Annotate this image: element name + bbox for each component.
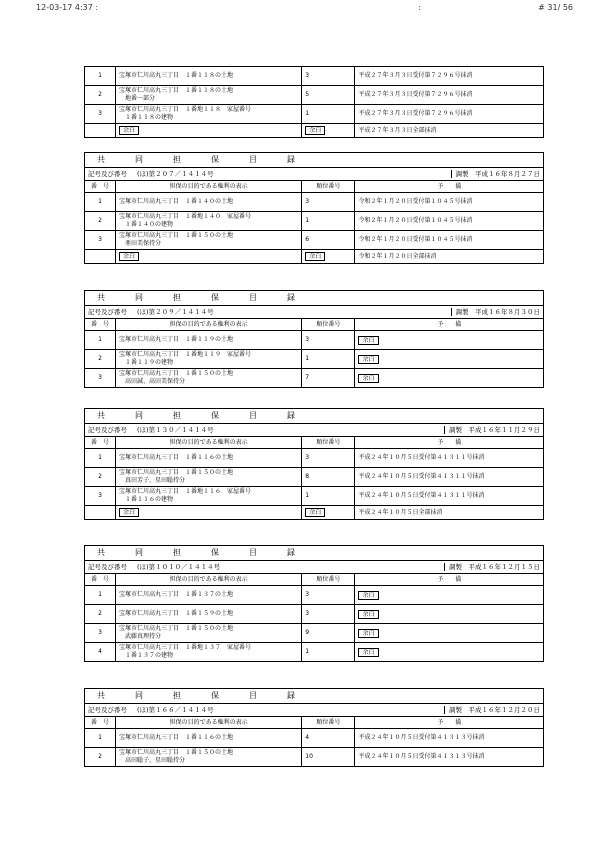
- catalog-entry-row: [85, 643, 544, 662]
- catalog-number-row: [85, 168, 544, 181]
- entry-note: [355, 468, 544, 487]
- entry-note: [355, 586, 544, 605]
- entry-cancellation-note: 平成２４年１０月５日受付第４１３１１号抹消: [358, 454, 485, 461]
- number-value: (ほ)第１３０／１４１４号: [137, 425, 214, 434]
- entry-right-description: 宝塚市仁川高丸三丁目 １番１５０の土地 高田誠、高田美保持分: [116, 369, 302, 388]
- catalog-entry-row: [85, 449, 544, 468]
- entry-rank: 1: [302, 350, 355, 369]
- entry-right-description: 宝塚市仁川高丸三丁目 １番１５９の土地: [116, 605, 302, 624]
- blank-stamp: 余白: [358, 374, 378, 383]
- collateral-catalog-table: [84, 408, 544, 520]
- entry-number: 2: [85, 748, 116, 767]
- blank-stamp: 余白: [305, 126, 325, 135]
- prepared-value: 平成１６年１１月２９日: [468, 425, 540, 434]
- entry-number: 3: [85, 487, 116, 506]
- catalog-entry-row: [85, 729, 544, 748]
- entry-rank: 9: [302, 624, 355, 643]
- number-value: (ほ)第２０７／１４１４号: [137, 169, 214, 178]
- entry-right-description: 宝塚市仁川高丸三丁目 １番１１８の土地 地番一部分: [116, 86, 302, 105]
- column-header: 順位番号: [302, 181, 355, 193]
- blank-stamp: 余白: [358, 591, 378, 600]
- column-header: 担保の目的である権利の表示: [116, 319, 302, 331]
- catalog-number-row: [85, 424, 544, 437]
- entry-note: [355, 449, 544, 468]
- catalog-entry-row: [85, 193, 544, 212]
- catalog-entry-row: [85, 624, 544, 643]
- prepared-date: [451, 308, 541, 316]
- blank-stamp: 余白: [305, 508, 325, 517]
- column-header: 担保の目的である権利の表示: [116, 437, 302, 449]
- entry-number: 2: [85, 350, 116, 369]
- entry-rank: 7: [302, 369, 355, 388]
- entry-rank: 1: [302, 487, 355, 506]
- entry-right-description: 宝塚市仁川高丸三丁目 １番１１９の土地: [116, 331, 302, 350]
- collateral-catalog-table: [84, 290, 544, 388]
- entry-right-description: 宝塚市仁川高丸三丁目 １番１１６の土地: [116, 729, 302, 748]
- entry-right-description: 宝塚市仁川高丸三丁目 １番地１１９ 家屋番号 １番１１９の建物: [116, 350, 302, 369]
- catalog-number-row: [85, 561, 544, 574]
- catalog-entry-row: [85, 605, 544, 624]
- entry-number: 1: [85, 67, 116, 86]
- catalog-heading-row: [85, 409, 544, 424]
- column-header-row: [85, 181, 544, 193]
- entry-rank: 1: [302, 105, 355, 124]
- catalog-entry-row: [85, 231, 544, 250]
- entry-cancellation-note: 令和２年１月２０日受付第１０４５号抹消: [358, 236, 473, 243]
- catalog-heading: 共 同 担 保 目 録: [85, 409, 544, 424]
- entry-note: [355, 605, 544, 624]
- blank-stamp: 余白: [305, 252, 325, 261]
- blank-stamp: 余白: [119, 126, 139, 135]
- catalog-entry-row: [85, 468, 544, 487]
- entry-right-description: 宝塚市仁川高丸三丁目 １番地１１８ 家屋番号 １番１１８の建物: [116, 105, 302, 124]
- entry-cancellation-note: 令和２年１月２０日受付第１０４５号抹消: [358, 217, 473, 224]
- entry-rank: 5: [302, 86, 355, 105]
- entry-right-description: 宝塚市仁川高丸三丁目 １番１１８の土地: [116, 67, 302, 86]
- catalog-entry-row: [85, 86, 544, 105]
- blank-stamp: 余白: [358, 336, 378, 345]
- entry-note: [355, 748, 544, 767]
- fax-timestamp: 12-03-17 4:37 :: [36, 3, 99, 12]
- column-header: 予 備: [355, 181, 544, 193]
- column-header-row: [85, 574, 544, 586]
- entry-number: 2: [85, 468, 116, 487]
- entry-number: 1: [85, 449, 116, 468]
- number-value: (ほ)第２０９／１４１４号: [137, 307, 214, 316]
- entry-note: [355, 643, 544, 662]
- column-header: 順位番号: [302, 574, 355, 586]
- column-header: 担保の目的である権利の表示: [116, 717, 302, 729]
- entry-right-description: 宝塚市仁川高丸三丁目 １番１５０の土地 真田芳子、星田聡持分: [116, 468, 302, 487]
- column-header: 担保の目的である権利の表示: [116, 181, 302, 193]
- catalog-heading-row: [85, 291, 544, 306]
- entry-number: 1: [85, 586, 116, 605]
- column-header: 予 備: [355, 319, 544, 331]
- column-header: 番 号: [85, 717, 116, 729]
- entry-note: [355, 369, 544, 388]
- entry-number: 3: [85, 231, 116, 250]
- entry-number: 1: [85, 193, 116, 212]
- catalog-heading: 共 同 担 保 目 録: [85, 546, 544, 561]
- number-label: 記号及び番号: [88, 562, 127, 571]
- entry-number: 4: [85, 643, 116, 662]
- prepared-label: 調製: [455, 307, 469, 316]
- column-header-row: [85, 319, 544, 331]
- prepared-label: 調製: [455, 169, 469, 178]
- column-header: 番 号: [85, 437, 116, 449]
- catalog-heading: 共 同 担 保 目 録: [85, 153, 544, 168]
- entry-rank: 3: [302, 331, 355, 350]
- catalog-entry-row: [85, 212, 544, 231]
- entry-rank: 3: [302, 449, 355, 468]
- entry-number: 3: [85, 369, 116, 388]
- catalog-heading-row: [85, 689, 544, 704]
- catalog-heading: 共 同 担 保 目 録: [85, 291, 544, 306]
- entry-note: [355, 231, 544, 250]
- catalog-entry-row: [85, 369, 544, 388]
- prepared-value: 平成１６年８月３０日: [475, 307, 540, 316]
- prepared-date: [451, 170, 541, 178]
- entry-rank: 3: [302, 67, 355, 86]
- entry-note: [355, 193, 544, 212]
- entry-cancellation-note: 平成２７年３月３日受付第７２９６号抹消: [358, 110, 473, 117]
- prepared-label: 調製: [449, 425, 462, 434]
- catalog-heading: 共 同 担 保 目 録: [85, 689, 544, 704]
- entry-number: 1: [85, 729, 116, 748]
- entry-note: [355, 105, 544, 124]
- entry-number: 3: [85, 624, 116, 643]
- full-cancellation-note: 令和２年１月２０日全部抹消: [355, 250, 544, 264]
- catalog-closing-row: [85, 124, 544, 138]
- entry-cancellation-note: 平成２７年３月３日受付第７２９６号抹消: [358, 72, 473, 79]
- column-header: 番 号: [85, 181, 116, 193]
- entry-note: [355, 729, 544, 748]
- catalog-entry-row: [85, 331, 544, 350]
- column-header: 番 号: [85, 319, 116, 331]
- column-header: 予 備: [355, 574, 544, 586]
- collateral-catalog-table: [84, 688, 544, 767]
- prepared-label: 調製: [449, 562, 462, 571]
- column-header: 予 備: [355, 437, 544, 449]
- entry-cancellation-note: 令和２年１月２０日受付第１０４５号抹消: [358, 198, 473, 205]
- entry-rank: 3: [302, 605, 355, 624]
- catalog-entry-row: [85, 105, 544, 124]
- full-cancellation-note: 平成２４年１０月５日全部抹消: [355, 506, 544, 520]
- entry-rank: 3: [302, 193, 355, 212]
- entry-right-description: 宝塚市仁川高丸三丁目 １番地１３７ 家屋番号 １番１３７の建物: [116, 643, 302, 662]
- entry-rank: 3: [302, 586, 355, 605]
- prepared-date: [444, 426, 540, 434]
- entry-rank: 8: [302, 468, 355, 487]
- entry-note: [355, 86, 544, 105]
- column-header: 順位番号: [302, 717, 355, 729]
- entry-right-description: 宝塚市仁川高丸三丁目 １番１３７の土地: [116, 586, 302, 605]
- entry-rank: 1: [302, 212, 355, 231]
- entry-rank: 10: [302, 748, 355, 767]
- number-value: (ほ)第１６６／１４１４号: [137, 705, 214, 714]
- catalog-entry-row: [85, 748, 544, 767]
- blank-stamp: 余白: [358, 355, 378, 364]
- column-header: 担保の目的である権利の表示: [116, 574, 302, 586]
- entry-cancellation-note: 平成２４年１０月５日受付第４１３１１号抹消: [358, 473, 485, 480]
- entry-number: 2: [85, 212, 116, 231]
- full-cancellation-note: 平成２７年３月３日全部抹消: [355, 124, 544, 138]
- entry-note: [355, 350, 544, 369]
- column-header: 予 備: [355, 717, 544, 729]
- column-header: 順位番号: [302, 437, 355, 449]
- catalog-closing-row: [85, 506, 544, 520]
- catalog-entry-row: [85, 67, 544, 86]
- column-header: 順位番号: [302, 319, 355, 331]
- blank-stamp: 余白: [358, 648, 378, 657]
- entry-number: 3: [85, 105, 116, 124]
- entry-cancellation-note: 平成２４年１０月５日受付第４１３１３号抹消: [358, 753, 485, 760]
- prepared-label: 調製: [449, 705, 462, 714]
- entry-note: [355, 624, 544, 643]
- column-header-row: [85, 717, 544, 729]
- prepared-date: [444, 563, 540, 571]
- catalog-heading-row: [85, 546, 544, 561]
- entry-number: 2: [85, 86, 116, 105]
- blank-stamp: 余白: [119, 508, 139, 517]
- entry-number: 1: [85, 331, 116, 350]
- catalog-number-row: [85, 306, 544, 319]
- number-label: 記号及び番号: [88, 705, 127, 714]
- entry-right-description: 宝塚市仁川高丸三丁目 １番１５０の土地 亜田美保持分: [116, 231, 302, 250]
- number-label: 記号及び番号: [88, 169, 127, 178]
- fax-separator: :: [418, 3, 421, 12]
- entry-cancellation-note: 平成２４年１０月５日受付第４１３１１号抹消: [358, 492, 485, 499]
- catalog-closing-row: [85, 250, 544, 264]
- entry-note: [355, 331, 544, 350]
- blank-stamp: 余白: [358, 610, 378, 619]
- entry-note: [355, 67, 544, 86]
- prepared-value: 平成１６年８月２７日: [475, 169, 540, 178]
- entry-note: [355, 487, 544, 506]
- collateral-catalog-table: [84, 545, 544, 662]
- entry-right-description: 宝塚市仁川高丸三丁目 １番１５０の土地 武藤真理持分: [116, 624, 302, 643]
- entry-number: 2: [85, 605, 116, 624]
- entry-rank: 6: [302, 231, 355, 250]
- column-header: 番 号: [85, 574, 116, 586]
- catalog-heading-row: [85, 153, 544, 168]
- catalog-number-row: [85, 704, 544, 717]
- number-label: 記号及び番号: [88, 425, 127, 434]
- blank-stamp: 余白: [358, 629, 378, 638]
- number-value: (ほ)第１０１０／１４１４号: [137, 562, 221, 571]
- entry-right-description: 宝塚市仁川高丸三丁目 １番１５０の土地 高田聡子、星田聡持分: [116, 748, 302, 767]
- entry-rank: 4: [302, 729, 355, 748]
- entry-cancellation-note: 平成２４年１０月５日受付第４１３１３号抹消: [358, 734, 485, 741]
- entry-rank: 1: [302, 643, 355, 662]
- number-label: 記号及び番号: [88, 307, 127, 316]
- entry-right-description: 宝塚市仁川高丸三丁目 １番１４０の土地: [116, 193, 302, 212]
- entry-note: [355, 212, 544, 231]
- collateral-catalog-table: [84, 66, 544, 138]
- prepared-value: 平成１６年１２月１５日: [468, 562, 540, 571]
- fax-page-number: # 31/ 56: [538, 3, 573, 12]
- catalog-entry-row: [85, 586, 544, 605]
- entry-right-description: 宝塚市仁川高丸三丁目 １番地１４０ 家屋番号 １番１４０の建物: [116, 212, 302, 231]
- prepared-value: 平成１６年１２月２０日: [468, 705, 540, 714]
- catalog-entry-row: [85, 487, 544, 506]
- entry-right-description: 宝塚市仁川高丸三丁目 １番１１６の土地: [116, 449, 302, 468]
- column-header-row: [85, 437, 544, 449]
- entry-cancellation-note: 平成２７年３月３日受付第７２９６号抹消: [358, 91, 473, 98]
- collateral-catalog-table: [84, 152, 544, 264]
- catalog-entry-row: [85, 350, 544, 369]
- blank-stamp: 余白: [119, 252, 139, 261]
- entry-right-description: 宝塚市仁川高丸三丁目 １番地１１６ 家屋番号 １番１１６の建物: [116, 487, 302, 506]
- prepared-date: [444, 706, 540, 714]
